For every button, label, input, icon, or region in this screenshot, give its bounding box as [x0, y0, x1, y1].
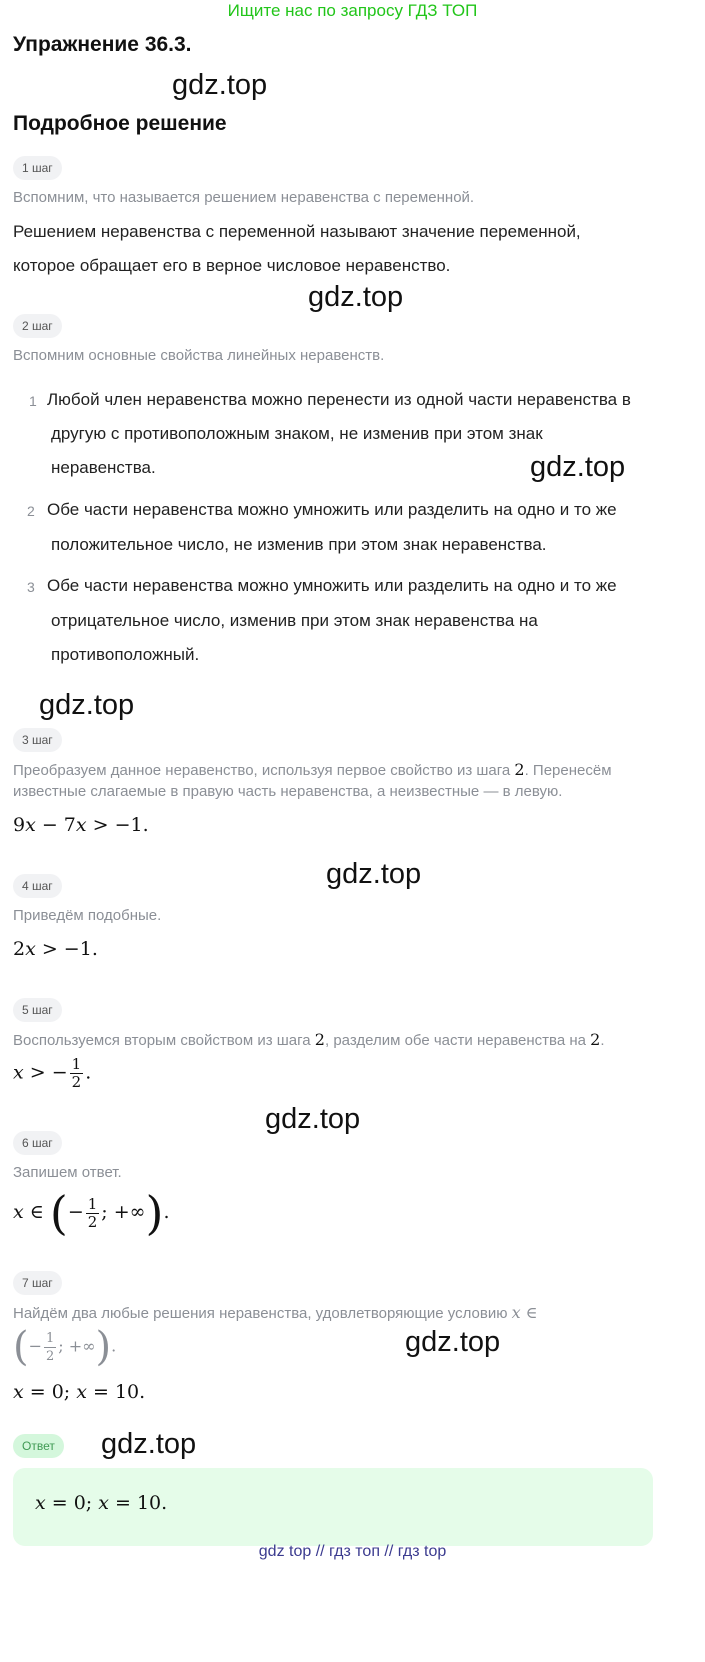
footer-links[interactable]: gdz top // гдз топ // гдз top	[258, 1543, 447, 1560]
hint-text: . Перенесём	[524, 762, 612, 779]
watermark: gdz.top	[101, 1428, 197, 1460]
section-title: Подробное решение	[13, 112, 227, 135]
step-badge	[13, 728, 62, 752]
watermark: gdz.top	[308, 281, 404, 313]
hint-number: 2	[314, 1030, 325, 1049]
step-label: 2 шаг	[13, 314, 62, 338]
hint-text: Преобразуем данное неравенство, используя первое свойство из шага	[13, 762, 515, 779]
step-label: 5 шаг	[13, 998, 62, 1022]
watermark: gdz.top	[172, 69, 268, 101]
step-badge	[13, 1131, 62, 1155]
list-item-text: Любой член неравенства можно перенести из одной части неравенства в	[47, 390, 631, 409]
list-number: 1	[29, 393, 37, 409]
list-item-text: Обе части неравенства можно умножить или разделить на одно и то же	[47, 576, 617, 595]
step-label: 3 шаг	[13, 728, 62, 752]
math-expression: (− $\frac{1}{2}$ ; +∞).	[13, 1324, 117, 1370]
step-hint: Вспомним основные свойства линейных неравенств.	[13, 347, 385, 364]
step-hint	[13, 759, 612, 782]
watermark: gdz.top	[39, 689, 135, 721]
list-number: 2	[27, 503, 35, 519]
math-expression: x > − $\frac{1}{2}$ .	[13, 1055, 92, 1091]
step-badge	[13, 874, 62, 898]
hint-text: Найдём два любые решения неравенства, удовлетворяющие условию	[13, 1305, 512, 1322]
answer-label: Ответ	[13, 1434, 64, 1458]
search-banner[interactable]: Ищите нас по запросу ГДЗ ТОП	[227, 1, 478, 20]
step-hint	[13, 1029, 605, 1052]
answer-badge	[13, 1434, 64, 1458]
list-item-text: противоположный.	[51, 645, 200, 664]
list-item-text: Обе части неравенства можно умножить или разделить на одно и то же	[47, 500, 617, 519]
list-item-text: положительное число, не изменив при этом знак неравенства.	[51, 535, 547, 554]
watermark: gdz.top	[326, 858, 422, 890]
step-text: Решением неравенства с переменной называют значение переменной,	[13, 222, 581, 241]
list-item-text: неравенства.	[51, 458, 156, 477]
math-expression: 2x > −1.	[13, 938, 98, 960]
math-expression: 9x − 7x > −1.	[13, 814, 149, 836]
hint-text: , разделим обе части неравенства на	[324, 1032, 591, 1049]
step-badge	[13, 1271, 62, 1295]
step-badge	[13, 998, 62, 1022]
list-item-text: другую с противоположным знаком, не изменив при этом знак	[51, 424, 543, 443]
step-hint: Запишем ответ.	[13, 1164, 122, 1181]
step-label: 1 шаг	[13, 156, 62, 180]
watermark: gdz.top	[405, 1326, 501, 1358]
math-expression: x ∈ (− $\frac{1}{2}$ ; +∞).	[13, 1186, 170, 1240]
step-hint: Найдём два любые решения неравенства, удовлетворяющие условию x ∈	[13, 1303, 538, 1322]
answer-expression: x = 0; x = 10.	[35, 1492, 168, 1514]
step-hint: Вспомним, что называется решением неравенства с переменной.	[13, 189, 475, 206]
hint-number: 2	[590, 1030, 601, 1049]
hint-number: 2	[514, 760, 525, 779]
step-badge	[13, 314, 62, 338]
list-number: 3	[27, 579, 35, 595]
step-hint: Приведём подобные.	[13, 907, 162, 924]
step-hint: известные слагаемые в правую часть неравенства, а неизвестные — в левую.	[13, 783, 563, 800]
step-text: которое обращает его в верное числовое неравенство.	[13, 256, 451, 275]
math-expression: x = 0; x = 10.	[13, 1381, 146, 1403]
list-item-text: отрицательное число, изменив при этом знак неравенства на	[51, 611, 538, 630]
step-badge	[13, 156, 62, 180]
hint-text: .	[600, 1032, 605, 1049]
hint-text: Воспользуемся вторым свойством из шага	[13, 1032, 315, 1049]
watermark: gdz.top	[530, 451, 626, 483]
step-label: 4 шаг	[13, 874, 62, 898]
step-label: 7 шаг	[13, 1271, 62, 1295]
page-title: Упражнение 36.3.	[13, 33, 192, 56]
answer-box	[13, 1468, 653, 1546]
step-label: 6 шаг	[13, 1131, 62, 1155]
watermark: gdz.top	[265, 1103, 361, 1135]
